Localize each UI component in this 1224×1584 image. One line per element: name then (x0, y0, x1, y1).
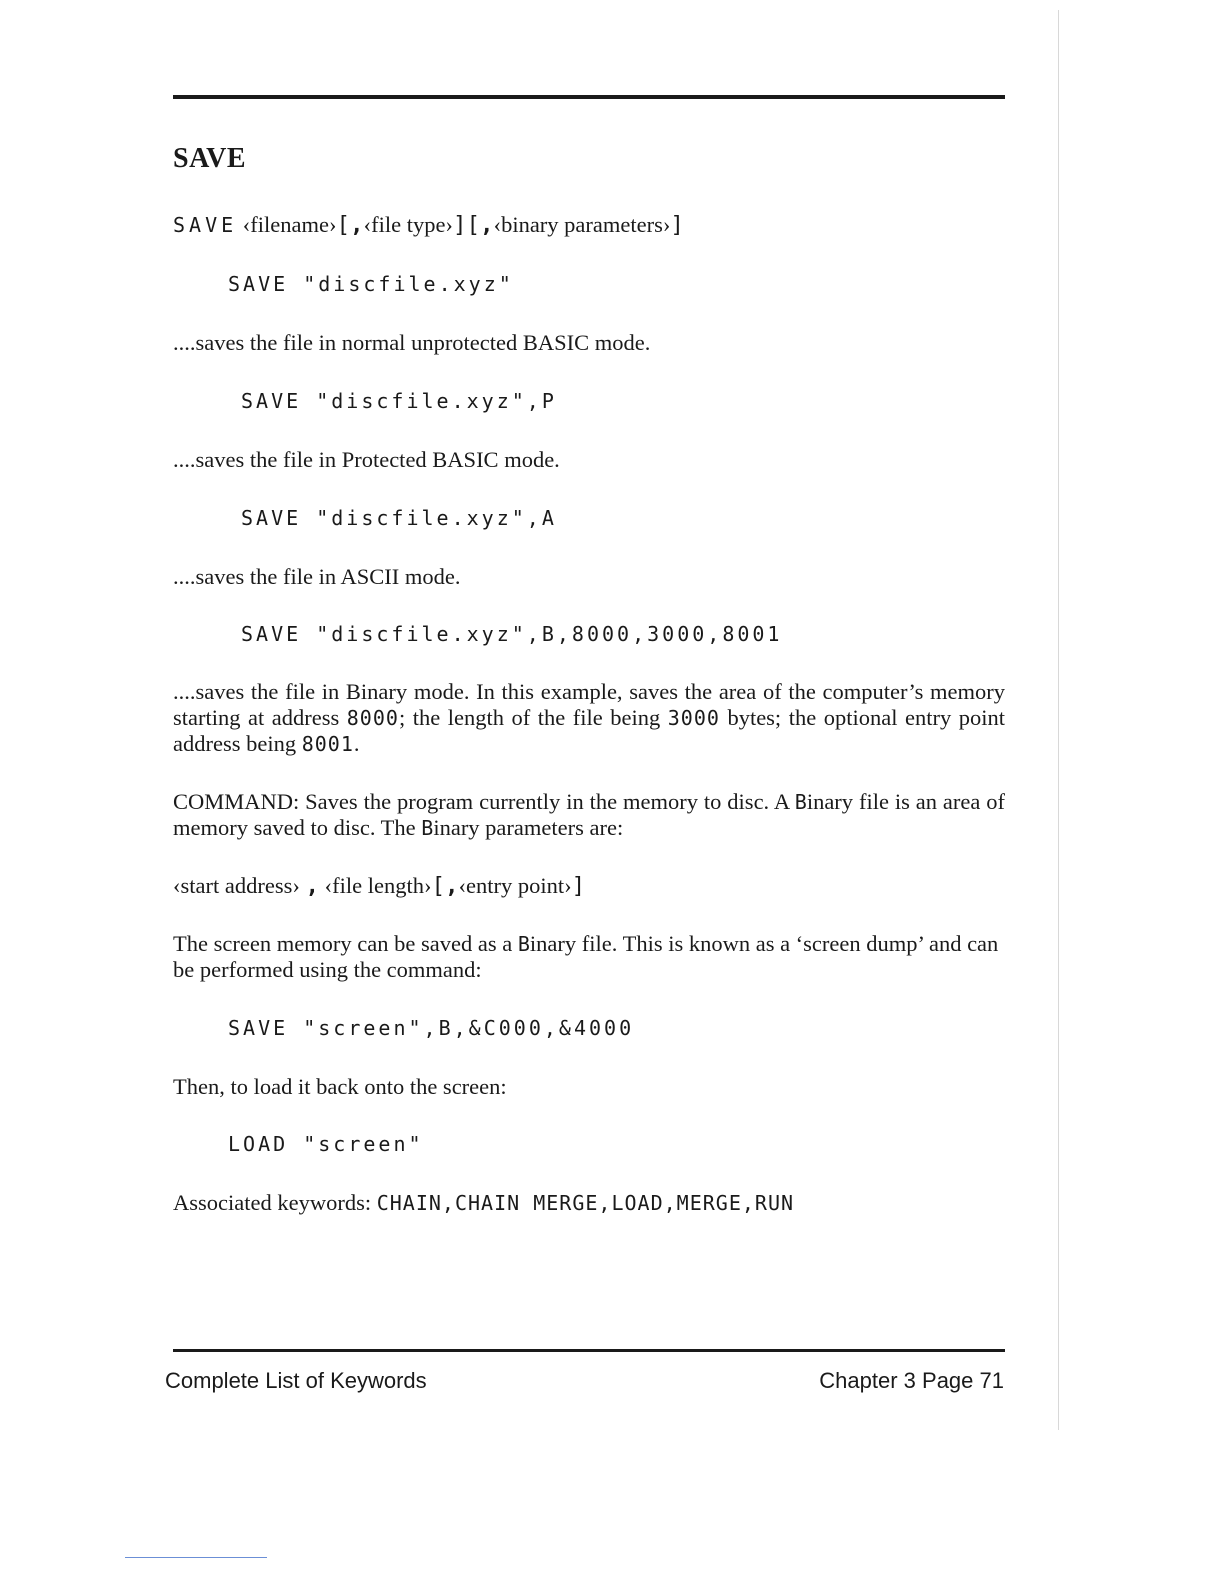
example-desc-1: ....saves the file in normal unprotected BASIC mode. (173, 330, 651, 355)
binary-entry-value: 8001 (301, 732, 354, 756)
page-title: SAVE (173, 143, 247, 174)
example-code-2: SAVE "discfile.xyz",P (241, 389, 557, 413)
binary-desc-text-3: bytes; the optional entry point address being (173, 705, 1005, 756)
binary-syntax-line (173, 873, 585, 899)
example-code-3: SAVE "discfile.xyz",A (241, 506, 557, 530)
footer-section-title: Complete List of Keywords (165, 1368, 427, 1393)
example-code-4: SAVE "discfile.xyz",B,8000,3000,8001 (241, 622, 783, 646)
binary-desc-text-1: ....saves the file in Binary mode. In this example, saves the area of the computer’s memory starting at address (173, 679, 1005, 730)
margin-line (1058, 10, 1059, 1430)
associated-keywords (173, 1190, 794, 1216)
binary-desc-text-2: ; the length of the file being (398, 705, 668, 730)
syntax-keyword: SAVE (173, 213, 238, 237)
binary-desc-text-4: . (353, 731, 360, 756)
screen-save-code: SAVE "screen",B,&C000,&4000 (228, 1016, 635, 1040)
command-text-1: COMMAND: Saves the program currently in the memory to disc. A (173, 789, 795, 814)
footer-page-number: Chapter 3 Page 71 (819, 1368, 1004, 1393)
syntax-close-bracket: ] (452, 212, 467, 238)
load-code: LOAD "screen" (228, 1132, 424, 1156)
syntax-line (173, 212, 684, 238)
binary-syntax-close: ] (571, 873, 586, 899)
binary-start-value: 8000 (346, 706, 399, 730)
command-b-2: B (421, 816, 434, 840)
command-description (173, 789, 1005, 841)
syntax-comma-2: , (480, 212, 494, 238)
associated-list: CHAIN,CHAIN MERGE,LOAD,MERGE,RUN (376, 1191, 795, 1215)
binary-syntax-comma: , (305, 873, 319, 899)
command-text-3: inary parameters are: (433, 815, 624, 840)
command-b-1: B (794, 790, 807, 814)
example-desc-3: ....saves the file in ASCII mode. (173, 564, 461, 589)
syntax-open-bracket-2: [ (466, 212, 481, 238)
command-text-2: inary file is an area of memory saved to disc. The (173, 789, 1005, 840)
top-rule (173, 95, 1005, 99)
example-code-1: SAVE "discfile.xyz" (228, 272, 514, 296)
syntax-comma: , (350, 212, 364, 238)
bottom-rule (173, 1349, 1005, 1352)
syntax-close-bracket-2: ] (670, 212, 684, 238)
syntax-file-type: ‹file type› (363, 212, 453, 237)
screen-dump-paragraph (173, 931, 1005, 983)
screen-dump-text-1: The screen memory can be saved as a (173, 931, 518, 956)
binary-syntax-comma-2: , (445, 873, 459, 899)
screen-dump-text-2: inary file. This is known as a ‘screen dump’ and can be performed using the command: (173, 931, 999, 982)
syntax-binary-params: ‹binary parameters› (493, 212, 671, 237)
syntax-filename: ‹filename› (242, 212, 337, 237)
binary-description (173, 679, 1005, 757)
load-intro: Then, to load it back onto the screen: (173, 1074, 507, 1099)
binary-length-value: 3000 (667, 706, 720, 730)
screen-dump-b: B (517, 932, 530, 956)
associated-label: Associated keywords: (173, 1190, 377, 1215)
binary-syntax-length: ‹file length› (324, 873, 432, 898)
syntax-open-bracket: [ (336, 212, 351, 238)
example-desc-2: ....saves the file in Protected BASIC mode. (173, 447, 560, 472)
binary-syntax-entry: ‹entry point› (458, 873, 572, 898)
binary-syntax-open: [ (431, 873, 446, 899)
binary-syntax-start: ‹start address› (173, 873, 300, 898)
bottom-divider (125, 1557, 267, 1558)
